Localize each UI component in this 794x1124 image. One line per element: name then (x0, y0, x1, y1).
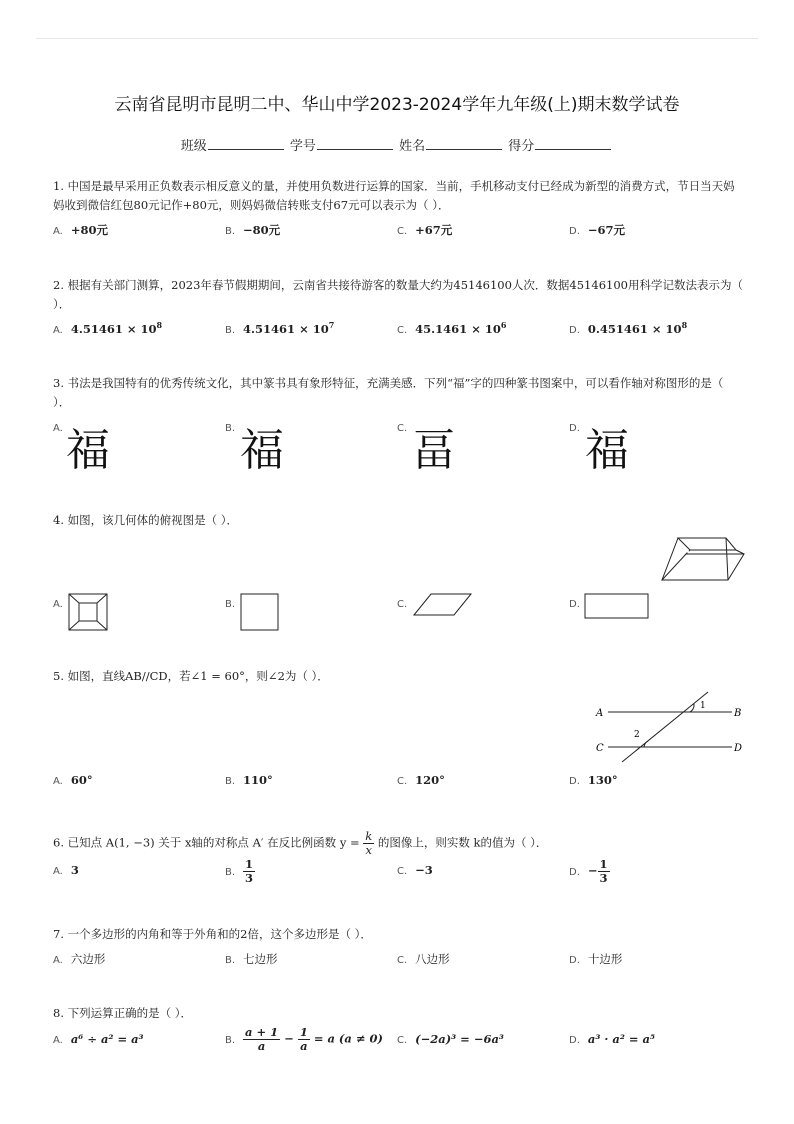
fraction-numerator: k (365, 829, 373, 843)
question-6 (53, 830, 743, 857)
q2-option-d[interactable] (569, 320, 687, 336)
question-5 (53, 667, 743, 686)
point-label-c: C (596, 743, 604, 754)
q8-option-c[interactable] (397, 1032, 504, 1046)
minus-sign: − (280, 1031, 298, 1046)
option-text: 130° (587, 773, 618, 787)
q6-option-a[interactable] (53, 863, 79, 877)
point-label-b: B (734, 708, 742, 719)
fraction-numerator: 1 (299, 1025, 308, 1039)
point-label-a: A (596, 708, 604, 719)
student-id-label: 学号 (289, 139, 316, 154)
option-letter: C. (397, 955, 408, 966)
question-8 (53, 1004, 743, 1023)
option-letter: D. (569, 866, 580, 878)
option-sign: − (587, 863, 598, 878)
option-letter: B. (225, 955, 236, 966)
q6-option-d[interactable] (569, 858, 610, 885)
fraction-numerator: 1 (599, 857, 608, 871)
option-c-parallelogram-figure (413, 593, 473, 617)
fraction-numerator: 1 (245, 857, 254, 871)
option-letter: D. (569, 226, 580, 237)
option-letter: B. (225, 324, 236, 336)
q5-option-b[interactable] (225, 773, 273, 787)
option-b-square-figure (240, 593, 280, 631)
option-fraction (598, 858, 610, 885)
q7-option-a[interactable] (53, 951, 105, 967)
option-letter: D. (569, 776, 580, 787)
option-fraction-1 (243, 1026, 280, 1053)
option-letter: A. (53, 1035, 63, 1046)
option-letter: B. (225, 599, 236, 610)
question-4 (53, 511, 743, 530)
option-text: 4.51461 × 10 (243, 321, 329, 336)
option-letter: B. (225, 423, 236, 434)
option-exponent: 8 (156, 320, 163, 330)
question-2-stem: 2. 根据有关部门测算，2023年春节假期期间，云南省共接待游客的数量大约为45146100人次．数据45146100用科学记数法表示为（ ）． (53, 278, 743, 311)
class-label: 班级 (180, 139, 207, 154)
question-6-fraction (363, 830, 374, 857)
option-text: −67元 (587, 223, 626, 237)
question-6-stem-suffix: 的图像上，则实数 k的值为（ ）． (374, 835, 548, 850)
option-fraction-2 (298, 1026, 310, 1053)
option-fraction (243, 858, 255, 885)
option-text: a⁶ ÷ a² = a³ (70, 1032, 144, 1046)
option-text: 0.451461 × 10 (587, 321, 682, 336)
point-label-d: D (734, 743, 743, 754)
option-letter: D. (569, 1035, 580, 1046)
q1-option-c[interactable] (397, 222, 452, 238)
seal-script-glyph-b: 福 (240, 425, 284, 476)
option-text: +80元 (70, 223, 108, 237)
q5-option-c[interactable] (397, 773, 445, 787)
question-6-stem-prefix: 6. 已知点 A(1, −3) 关于 x轴的对称点 A′ 在反比例函数 y = (53, 835, 364, 850)
option-text: 4.51461 × 10 (70, 321, 157, 336)
q5-option-a[interactable] (53, 773, 93, 787)
q8-option-b[interactable] (225, 1026, 383, 1053)
score-label: 得分 (508, 139, 535, 154)
question-7-stem: 7. 一个多边形的内角和等于外角和的2倍，这个多边形是（ ）． (53, 927, 372, 941)
option-letter: B. (225, 226, 236, 237)
q8-option-d[interactable] (569, 1032, 655, 1046)
option-text: −3 (415, 863, 433, 877)
q6-option-c[interactable] (397, 863, 433, 877)
option-letter: C. (397, 776, 408, 787)
option-exponent: 8 (681, 320, 688, 330)
option-letter: A. (53, 324, 63, 336)
q1-option-a[interactable] (53, 222, 108, 238)
q1-option-d[interactable] (569, 222, 625, 238)
exam-title: 云南省昆明市昆明二中、华山中学2023-2024学年九年级(上)期末数学试卷 (114, 95, 680, 115)
question-2 (53, 276, 743, 314)
option-letter: A. (53, 866, 63, 877)
fraction-denominator: a (300, 1039, 308, 1053)
option-d-rectangle-figure (584, 593, 650, 619)
option-letter: C. (397, 226, 408, 237)
frustum-3d-figure (656, 534, 746, 584)
option-exponent: 6 (500, 320, 507, 330)
q1-option-b[interactable] (225, 222, 280, 238)
option-text: 110° (243, 773, 273, 787)
question-6-stem (53, 830, 743, 857)
angle-1-label: 1 (700, 701, 706, 711)
option-letter: B. (225, 866, 236, 878)
name-label: 姓名 (399, 139, 426, 154)
fraction-denominator: 3 (245, 871, 254, 885)
q7-option-d[interactable] (569, 951, 622, 967)
option-letter: B. (225, 776, 236, 787)
question-4-stem: 4. 如图，该几何体的俯视图是（ ）． (53, 513, 239, 527)
question-7 (53, 925, 743, 944)
parallel-lines-figure (592, 690, 752, 762)
fraction-denominator: 3 (599, 871, 608, 885)
q2-option-c[interactable] (397, 320, 506, 336)
option-text: 六边形 (70, 952, 106, 966)
question-5-stem: 5. 如图，直线AB//CD，若∠1 = 60°，则∠2为（ ）． (53, 669, 329, 683)
q2-option-b[interactable] (225, 320, 334, 336)
option-letter: A. (53, 776, 63, 787)
option-letter: D. (569, 423, 580, 434)
option-letter: C. (397, 423, 408, 434)
seal-script-glyph-c: 畐 (412, 425, 456, 476)
option-text: (−2a)³ = −6a³ (415, 1032, 504, 1046)
angle-2-label: 2 (634, 730, 640, 740)
q5-option-d[interactable] (569, 773, 618, 787)
option-exponent: 7 (328, 320, 335, 330)
fraction-numerator: a + 1 (245, 1025, 279, 1039)
option-letter: C. (397, 866, 408, 877)
option-letter: D. (569, 324, 580, 336)
student-info-line (0, 135, 794, 154)
top-divider (36, 38, 758, 39)
fraction-denominator: a (257, 1039, 266, 1053)
option-text: 八边形 (415, 952, 450, 966)
option-letter: D. (569, 955, 580, 966)
seal-script-glyph-d: 福 (585, 425, 629, 476)
option-text: −80元 (243, 223, 281, 237)
option-text: 60° (70, 773, 93, 787)
option-letter: A. (53, 423, 63, 434)
option-letter: B. (225, 1034, 236, 1046)
class-blank[interactable] (208, 137, 284, 150)
question-1-stem: 1. 中国是最早采用正负数表示相反意义的量，并使用负数进行运算的国家．当前，手机移动支付已经成为新型的消费方式，节日当天妈妈收到微信红包80元记作+80元，则妈妈微信转账支付67元可以表示为（ ）． (53, 179, 735, 212)
q7-option-c[interactable] (397, 951, 450, 967)
option-a-square-frame-figure (68, 593, 108, 631)
q2-option-a[interactable] (53, 320, 162, 336)
option-text: 七边形 (243, 952, 278, 966)
option-letter: A. (53, 599, 63, 610)
option-text: 十边形 (587, 952, 623, 966)
option-letter: C. (397, 599, 408, 610)
option-text: +67元 (415, 223, 453, 237)
q8-option-a[interactable] (53, 1032, 144, 1046)
seal-script-glyph-a: 福 (66, 425, 110, 476)
name-blank[interactable] (426, 137, 502, 150)
option-text: 3 (70, 863, 79, 877)
question-3 (53, 374, 743, 412)
option-letter: D. (569, 599, 580, 610)
question-3-stem: 3. 书法是我国特有的优秀传统文化，其中篆书具有象形特征，充满美感．下列“福”字的四种篆书图案中，可以看作轴对称图形的是（ ）． (53, 376, 724, 409)
q7-option-b[interactable] (225, 951, 278, 967)
option-tail: = a (a ≠ 0) (309, 1031, 383, 1046)
option-text: 120° (415, 773, 445, 787)
q6-option-b[interactable] (225, 858, 255, 885)
option-text: 45.1461 × 10 (415, 321, 501, 336)
score-blank[interactable] (535, 137, 611, 150)
student-id-blank[interactable] (317, 137, 393, 150)
option-letter: A. (53, 226, 63, 237)
fraction-denominator: x (365, 843, 372, 857)
question-1 (53, 177, 743, 215)
option-letter: C. (397, 324, 408, 336)
question-8-stem: 8. 下列运算正确的是（ ）． (53, 1006, 193, 1020)
option-text: a³ · a² = a⁵ (587, 1032, 656, 1046)
option-letter: C. (397, 1035, 408, 1046)
option-letter: A. (53, 955, 63, 966)
